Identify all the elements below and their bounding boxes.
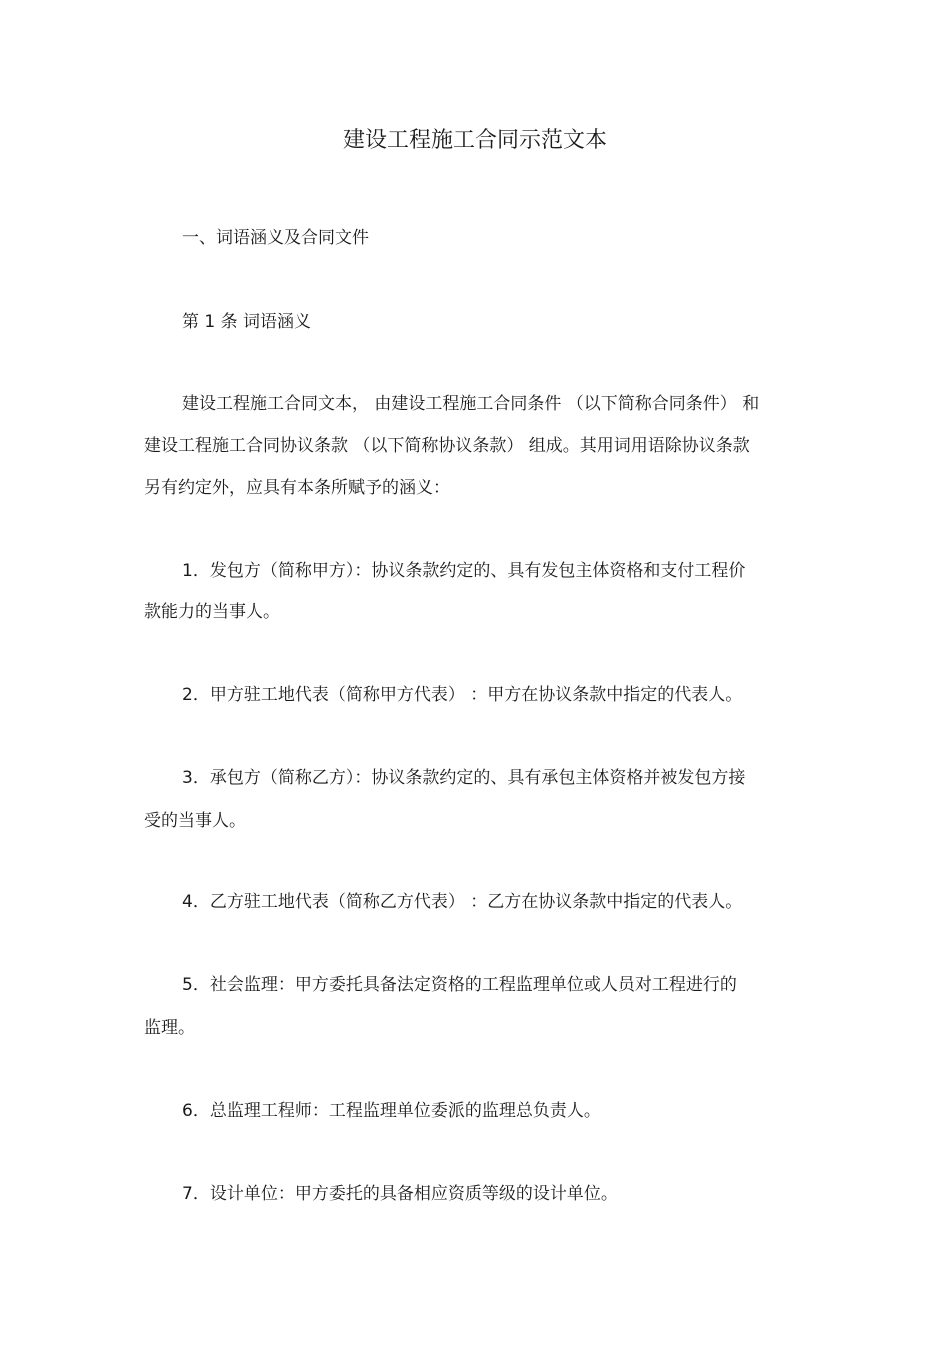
item-6-line-1: 6．总监理工程师：工程监理单位委派的监理总负责人。 bbox=[182, 1101, 601, 1121]
item-2-line-1: 2．甲方驻工地代表（简称甲方代表） ：甲方在协议条款中指定的代表人。 bbox=[182, 685, 743, 705]
item-3-line-2: 受的当事人。 bbox=[144, 811, 246, 831]
intro-line-3: 另有约定外，应具有本条所赋予的涵义： bbox=[144, 478, 450, 498]
item-7-line-1: 7．设计单位：甲方委托的具备相应资质等级的设计单位。 bbox=[182, 1184, 618, 1204]
intro-line-2: 建设工程施工合同协议条款 （以下简称协议条款） 组成。其用词用语除协议条款 bbox=[144, 436, 750, 456]
item-1-line-2: 款能力的当事人。 bbox=[144, 602, 280, 622]
item-5-line-1: 5．社会监理：甲方委托具备法定资格的工程监理单位或人员对工程进行的 bbox=[182, 975, 737, 995]
section-heading: 一、词语涵义及合同文件 bbox=[182, 228, 369, 248]
item-5-line-2: 监理。 bbox=[144, 1018, 195, 1038]
article-heading: 第 1 条 词语涵义 bbox=[182, 312, 312, 332]
item-1-line-1: 1．发包方（简称甲方）：协议条款约定的、具有发包主体资格和支付工程价 bbox=[182, 561, 746, 581]
item-4-line-1: 4．乙方驻工地代表（简称乙方代表） ：乙方在协议条款中指定的代表人。 bbox=[182, 892, 743, 912]
document-title: 建设工程施工合同示范文本 bbox=[342, 128, 607, 153]
intro-line-1: 建设工程施工合同文本， 由建设工程施工合同条件 （以下简称合同条件） 和 bbox=[182, 394, 760, 414]
item-3-line-1: 3．承包方（简称乙方）：协议条款约定的、具有承包主体资格并被发包方接 bbox=[182, 768, 746, 788]
